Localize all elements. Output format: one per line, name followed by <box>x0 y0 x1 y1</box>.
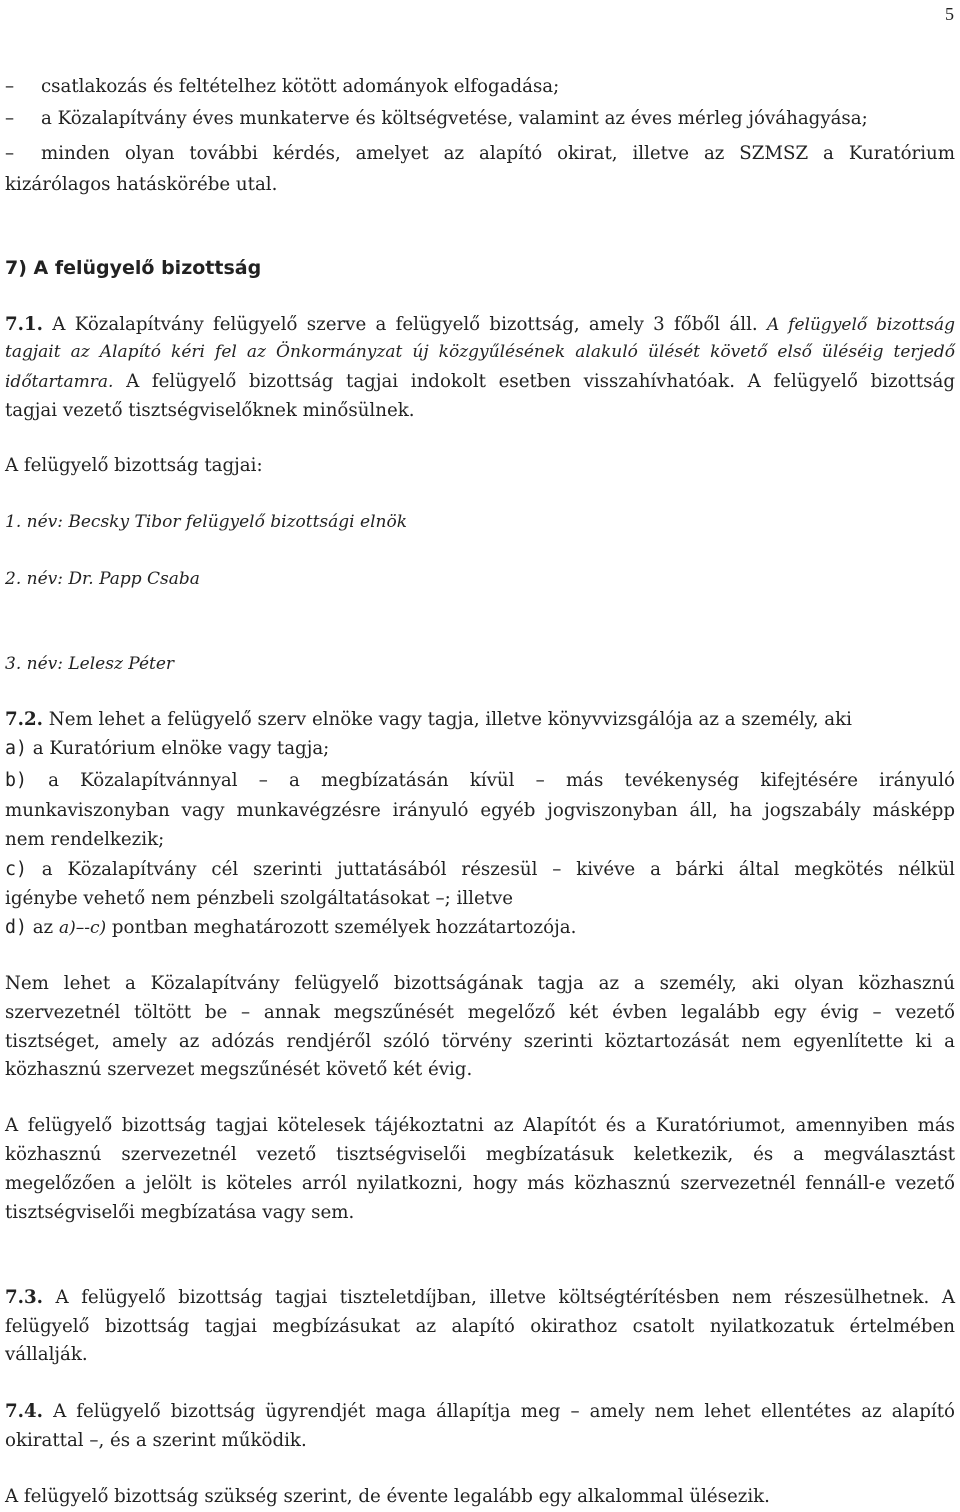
member-item: 1. név: Becsky Tibor felügyelő bizottsági elnök <box>5 512 407 532</box>
list-item-b-cont: munkaviszonyban vagy munkavégzésre irányuló egyéb jogviszonyban áll, ha jogszabály másképp <box>5 800 955 821</box>
paragraph-7-3-cont: felügyelő bizottság tagjai megbízásukat az alapító okirathoz csatolt nyilatkozatuk értelmében <box>5 1316 955 1337</box>
list-item-c: c) a Közalapítvány cél szerinti juttatásából részesül – kivéve a bárki által megkötés nélkül <box>5 859 955 880</box>
paragraph-7-1-cont: tagjai vezető tisztségviselőknek minősülnek. <box>5 400 415 421</box>
list-item-cont: kizárólagos hatáskörébe utal. <box>5 174 278 195</box>
paragraph-7-3: 7.3. A felügyelő bizottság tagjai tiszteletdíjban, illetve költségtérítésben nem részesülhetnek. A <box>5 1287 955 1308</box>
paragraph-7-2: 7.2. Nem lehet a felügyelő szerv elnöke vagy tagja, illetve könyvvizsgálója az a személy, aki <box>5 709 852 730</box>
paragraph-7-3-cont: vállalják. <box>5 1344 88 1365</box>
page-number: 5 <box>945 4 954 24</box>
paragraph-7-1-cont: időtartamra. A felügyelő bizottság tagjai indokolt esetben visszahívhatóak. A felügyelő bizottság <box>5 371 955 392</box>
paragraph-meetings: A felügyelő bizottság szükség szerint, de évente legalább egy alkalommal ülésezik. <box>5 1486 770 1507</box>
paragraph-ineligibility: tisztséget, amely az adózás rendjéről szóló törvény szerinti köztartozását nem egyenlítette ki a <box>5 1031 955 1052</box>
paragraph-ineligibility: közhasznú szervezet megszűnését követő két évig. <box>5 1059 473 1080</box>
paragraph-ineligibility: Nem lehet a Közalapítvány felügyelő bizottságának tagja az a személy, aki olyan közhasznú <box>5 973 955 994</box>
section-heading: 7) A felügyelő bizottság <box>5 257 262 279</box>
list-item: – minden olyan további kérdés, amelyet az alapító okirat, illetve az SZMSZ a Kuratórium <box>5 143 955 164</box>
member-item: 3. név: Lelesz Péter <box>5 654 175 674</box>
list-item-d: d) az a)–-c) pontban meghatározott személyek hozzátartozója. <box>5 917 577 938</box>
list-item: – csatlakozás és feltételhez kötött adományok elfogadása; <box>5 76 560 97</box>
paragraph-7-4-cont: okirattal –, és a szerint működik. <box>5 1430 307 1451</box>
paragraph-number: 7.4. <box>5 1401 43 1422</box>
paragraph-7-1-cont: tagjait az Alapító kéri fel az Önkormányzat új közgyűlésének alakuló ülését követő első üléséig terjedő <box>5 342 955 362</box>
members-label: A felügyelő bizottság tagjai: <box>5 455 263 476</box>
list-item-b-cont: nem rendelkezik; <box>5 829 165 850</box>
paragraph-notification: A felügyelő bizottság tagjai kötelesek tájékoztatni az Alapítót és a Kuratóriumot, amennyiben más <box>5 1115 955 1136</box>
paragraph-notification: megelőzően a jelölt is köteles arról nyilatkozni, hogy más közhasznú szervezetnél fennáll-e vezető <box>5 1173 955 1194</box>
paragraph-ineligibility: szervezetnél töltött be – annak megszűnését megelőző két évben legalább egy évig – vezető <box>5 1002 955 1023</box>
paragraph-7-4: 7.4. A felügyelő bizottság ügyrendjét maga állapítja meg – amely nem lehet ellentétes az alapító <box>5 1401 955 1422</box>
paragraph-number: 7.1. <box>5 314 43 335</box>
list-item: – a Közalapítvány éves munkaterve és költségvetése, valamint az éves mérleg jóváhagyása; <box>5 108 868 129</box>
paragraph-notification: közhasznú szervezetnél vezető tisztségviselői megbízatásuk keletkezik, és a megválasztást <box>5 1144 955 1165</box>
paragraph-notification: tisztségviselői megbízatása vagy sem. <box>5 1202 355 1223</box>
paragraph-number: 7.2. <box>5 709 43 730</box>
member-item: 2. név: Dr. Papp Csaba <box>5 569 200 589</box>
list-item-b: b) a Közalapítvánnyal – a megbízatásán kívül – más tevékenység kifejtésére irányuló <box>5 770 955 791</box>
list-item-c-cont: igénybe vehető nem pénzbeli szolgáltatásokat –; illetve <box>5 888 514 909</box>
paragraph-7-1: 7.1. A Közalapítvány felügyelő szerve a felügyelő bizottság, amely 3 főből áll. A felügyelő bizottság <box>5 314 955 335</box>
list-item-a: a) a Kuratórium elnöke vagy tagja; <box>5 738 330 759</box>
paragraph-number: 7.3. <box>5 1287 43 1308</box>
